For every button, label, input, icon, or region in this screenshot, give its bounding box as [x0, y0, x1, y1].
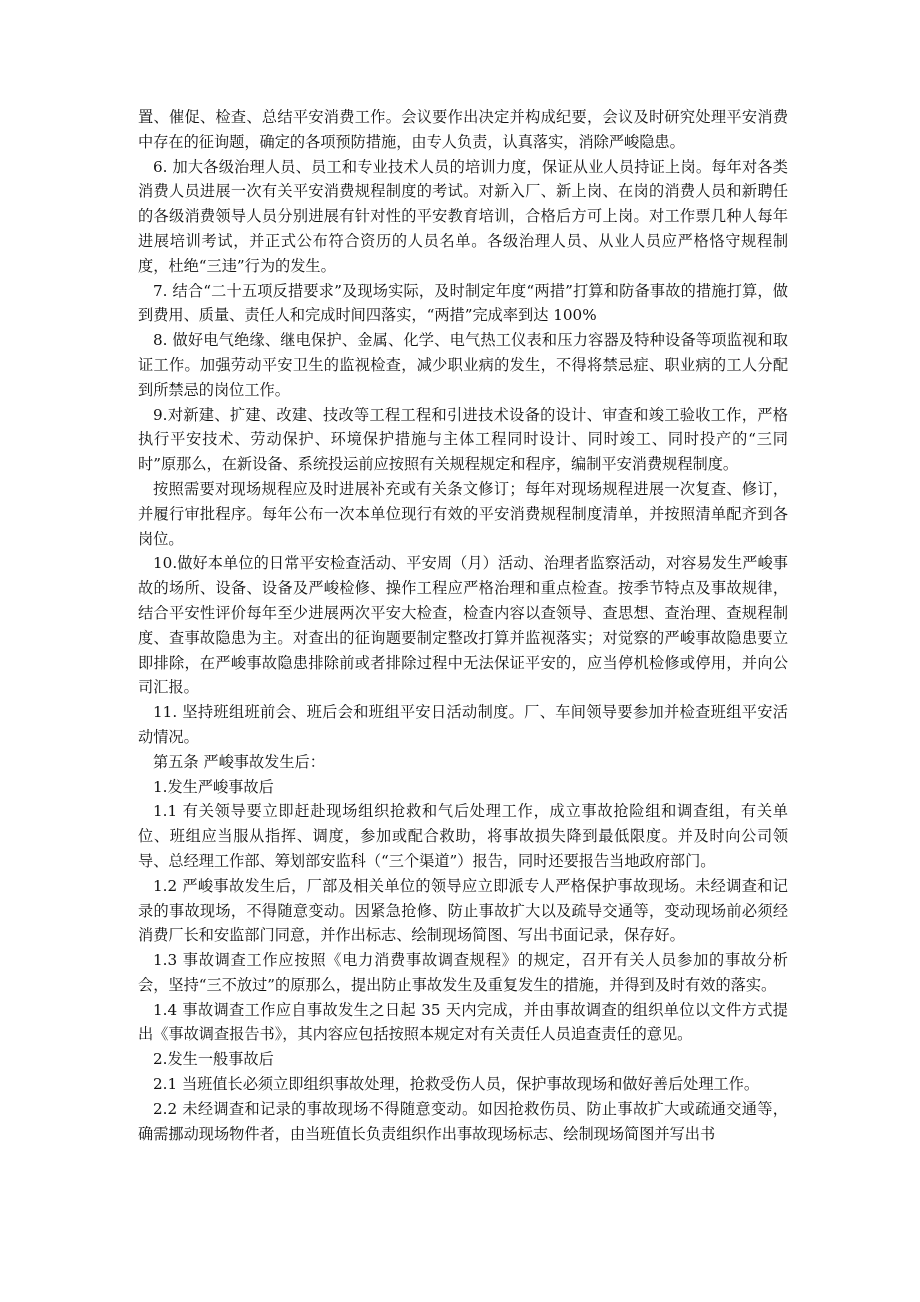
- paragraph-1-3: 1.3 事故调查工作应按照《电力消费事故调查规程》的规定，召开有关人员参加的事故分析会，坚持“三不放过”的原那么，提出防止事故发生及重复发生的措施，并得到及时有效的落实。: [138, 951, 788, 994]
- article-heading-5: 第五条 严峻事故发生后：: [153, 752, 325, 771]
- paragraph-2-1: 2.1 当班值长必须立即组织事故处理，抢救受伤人员，保护事故现场和做好善后处理工作。: [153, 1075, 760, 1094]
- paragraph-item-11: 11. 坚持班组班前会、班后会和班组平安日活动制度。厂、车间领导要参加并检查班组平安活动情况。: [138, 703, 788, 746]
- paragraph-item-6: 6. 加大各级治理人员、员工和专业技术人员的培训力度，保证从业人员持证上岗。每年对各类消费人员进展一次有关平安消费规程制度的考试。对新入厂、新上岗、在岗的消费人员和新聘任的各级消费领导人员分别进展有针对性的平安教育培训，合格后方可上岗。对工作票几种人每年进展培训考试，并正式公布符合资历的人员名单。各级治理人员、从业人员应严格恪守规程制度，杜绝“三违”行为的发生。: [138, 157, 788, 275]
- paragraph-item-10: 10.做好本单位的日常平安检查活动、平安周（月）活动、治理者监察活动，对容易发生严峻事故的场所、设备、设备及严峻检修、操作工程应严格治理和重点检查。按季节特点及事故规律，结合平安性评价每年至少进展两次平安大检查，检查内容以查领导、查思想、查治理、查规程制度、查事故隐患为主。对查出的征询题要制定整改打算并监视落实；对觉察的严峻事故隐患要立即排除，在严峻事故隐患排除前或者排除过程中无法保证平安的，应当停机检修或停用，并向公司汇报。: [138, 554, 788, 697]
- paragraph-continuation: 置、催促、检查、总结平安消费工作。会议要作出决定并构成纪要，会议及时研究处理平安消费中存在的征询题，确定的各项预防措施，由专人负责，认真落实，消除严峻隐患。: [138, 108, 788, 151]
- paragraph-item-7: 7. 结合“二十五项反措要求”及现场实际，及时制定年度“两措”打算和防备事故的措施打算，做到费用、质量、责任人和完成时间四落实，“两措”完成率到达 100%: [138, 281, 788, 325]
- paragraph-1-4: 1.4 事故调查工作应自事故发生之日起 35 天内完成，并由事故调查的组织单位以文件方式提出《事故调查报告书》，其内容应包括按照本规定对有关责任人员追查责任的意见。: [138, 1000, 788, 1044]
- paragraph-regulation-update: 按照需要对现场规程应及时进展补充或有关条文修订；每年对现场规程进展一次复查、修订，并履行审批程序。每年公布一次本单位现行有效的平安消费规程制度清单，并按照清单配齐到各岗位。: [138, 479, 788, 548]
- paragraph-1-1: 1.1 有关领导要立即赶赴现场组织抢救和气后处理工作，成立事故抢险组和调查组，有关单位、班组应当服从指挥、调度，参加或配合救助，将事故损失降到最低限度。并及时向公司领导、总经理工作部、筹划部安监科（“三个渠道”）报告，同时还要报告当地政府部门。: [138, 802, 788, 870]
- document-page: [138, 105, 788, 1146]
- section-heading-1: 1.发生严峻事故后: [153, 777, 274, 796]
- paragraph-item-9: 9.对新建、扩建、改建、技改等工程工程和引进技术设备的设计、审查和竣工验收工作，严格执行平安技术、劳动保护、环境保护措施与主体工程同时设计、同时竣工、同时投产的“三同时”原那么，在新设备、系统投运前应按照有关规程规定和程序，编制平安消费规程制度。: [138, 405, 788, 474]
- paragraph-2-2: 2.2 未经调查和记录的事故现场不得随意变动。如因抢救伤员、防止事故扩大或疏通交通等，确需挪动现场物件者，由当班值长负责组织作出事故现场标志、绘制现场简图并写出书: [138, 1099, 788, 1143]
- paragraph-1-2: 1.2 严峻事故发生后，厂部及相关单位的领导应立即派专人严格保护事故现场。未经调查和记录的事故现场，不得随意变动。因紧急抢修、防止事故扩大以及疏导交通等，变动现场前必须经消费厂长和安监部门同意，并作出标志、绘制现场简图、写出书面记录，保存好。: [138, 876, 788, 945]
- paragraph-item-8: 8. 做好电气绝缘、继电保护、金属、化学、电气热工仪表和压力容器及特种设备等项监视和取证工作。加强劳动平安卫生的监视检查，减少职业病的发生，不得将禁忌症、职业病的工人分配到所禁忌的岗位工作。: [138, 331, 788, 399]
- section-heading-2: 2.发生一般事故后: [153, 1050, 274, 1069]
